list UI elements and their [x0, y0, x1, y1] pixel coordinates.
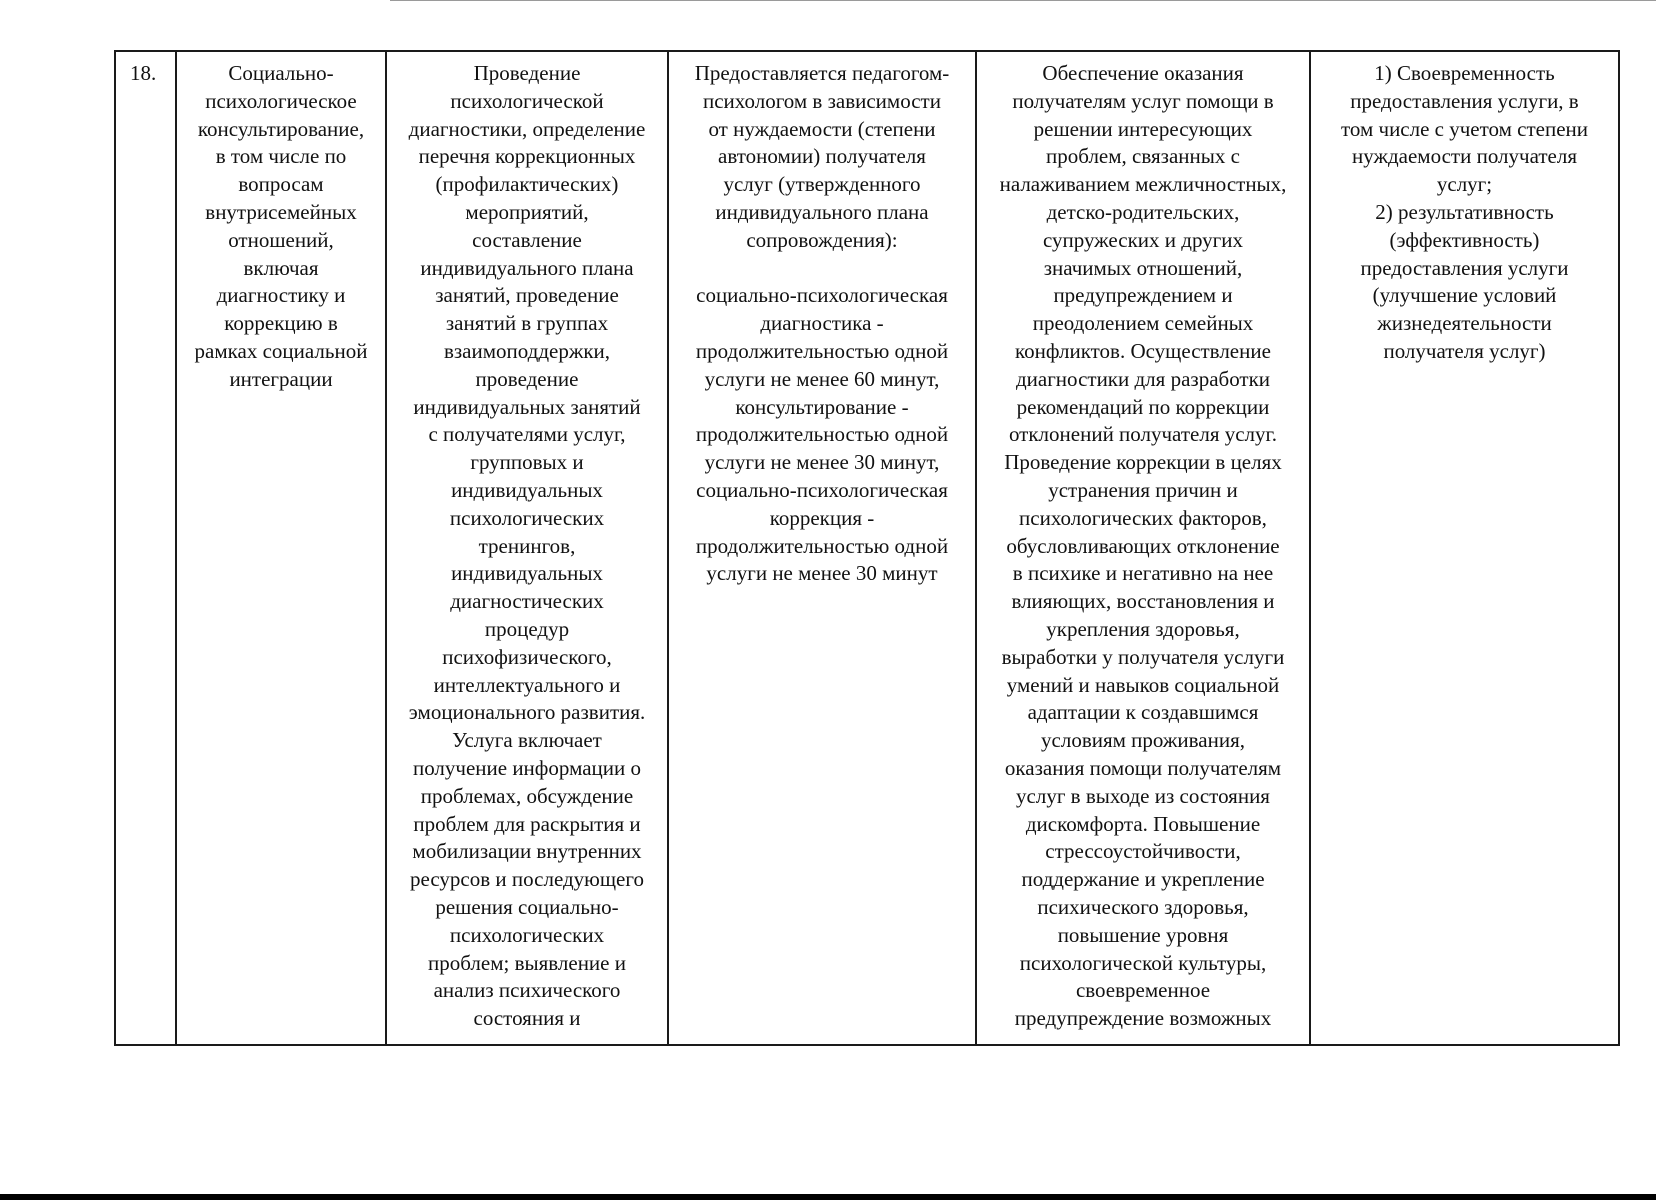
service-outcomes-cell [976, 51, 1310, 1045]
service-standard-table [114, 50, 1620, 1046]
row-number-cell [115, 51, 176, 1045]
service-timing-cell [668, 51, 976, 1045]
timing-details: социально-психологическая диагностика - продолжительностью одной услуги не менее 60 минут, консультирование - продолжительностью одной услуги не менее 30 минут, социально-психологическая коррекция - продолжительностью одной услуги не менее 30 минут [695, 283, 949, 586]
service-description-cell [386, 51, 668, 1045]
paragraph-gap [671, 255, 973, 283]
service-name-cell [176, 51, 386, 1045]
quality-criteria: 1) Своевременность предоставления услуги, в том числе с учетом степени нуждаемости получателя услуг; 2) результативность (эффективность) предоставления услуги (улучшение условий жизнедеятельности получателя услуг) [1340, 61, 1589, 363]
scan-top-edge-line [390, 0, 1656, 1]
row-number: 18. [130, 61, 157, 85]
table-row [115, 51, 1619, 1045]
scan-bottom-edge-bar [0, 1194, 1656, 1200]
service-name: Социально- психологическое консультирование, в том числе по вопросам внутрисемейных отношений, включая диагностику и коррекцию в рамках социальной интеграции [194, 61, 368, 391]
quality-criteria-cell [1310, 51, 1619, 1045]
service-description: Проведение психологической диагностики, определение перечня коррекционных (профилактических) мероприятий, составление индивидуального плана занятий, проведение занятий в группах взаимоподдержки, проведение индивидуальных занятий с получателями услуг, групповых и индивидуальных психологических тренингов, индивидуальных диагностических процедур психофизического, интеллектуального и эмоционального развития. Услуга включает получение информации о проблемах, обсуждение проблем для раскрытия и мобилизации внутренних ресурсов и последующего решения социально- психологических проблем; выявление и анализ психического состояния и [408, 61, 646, 1031]
timing-intro: Предоставляется педагогом- психологом в зависимости от нуждаемости (степени автономии) получателя услуг (утвержденного индивидуального плана сопровождения): [694, 61, 950, 252]
service-outcomes: Обеспечение оказания получателям услуг помощи в решении интересующих проблем, связанных с налаживанием межличностных, детско-родительских, супружеских и других значимых отношений, предупреждением и преодолением семейных конфликтов. Осуществление диагностики для разработки рекомендаций по коррекции отклонений получателя услуг. Проведение коррекции в целях устранения причин и психологических факторов, обусловливающих отклонение в психике и негативно на нее влияющих, восстановления и укрепления здоровья, выработки у получателя услуги умений и навыков социальной адаптации к создавшимся условиям проживания, оказания помощи получателям услуг в выходе из состояния дискомфорта. Повышение стрессоустойчивости, поддержание и укрепление психического здоровья, повышение уровня психологической культуры, своевременное предупреждение возможных [999, 61, 1287, 1031]
